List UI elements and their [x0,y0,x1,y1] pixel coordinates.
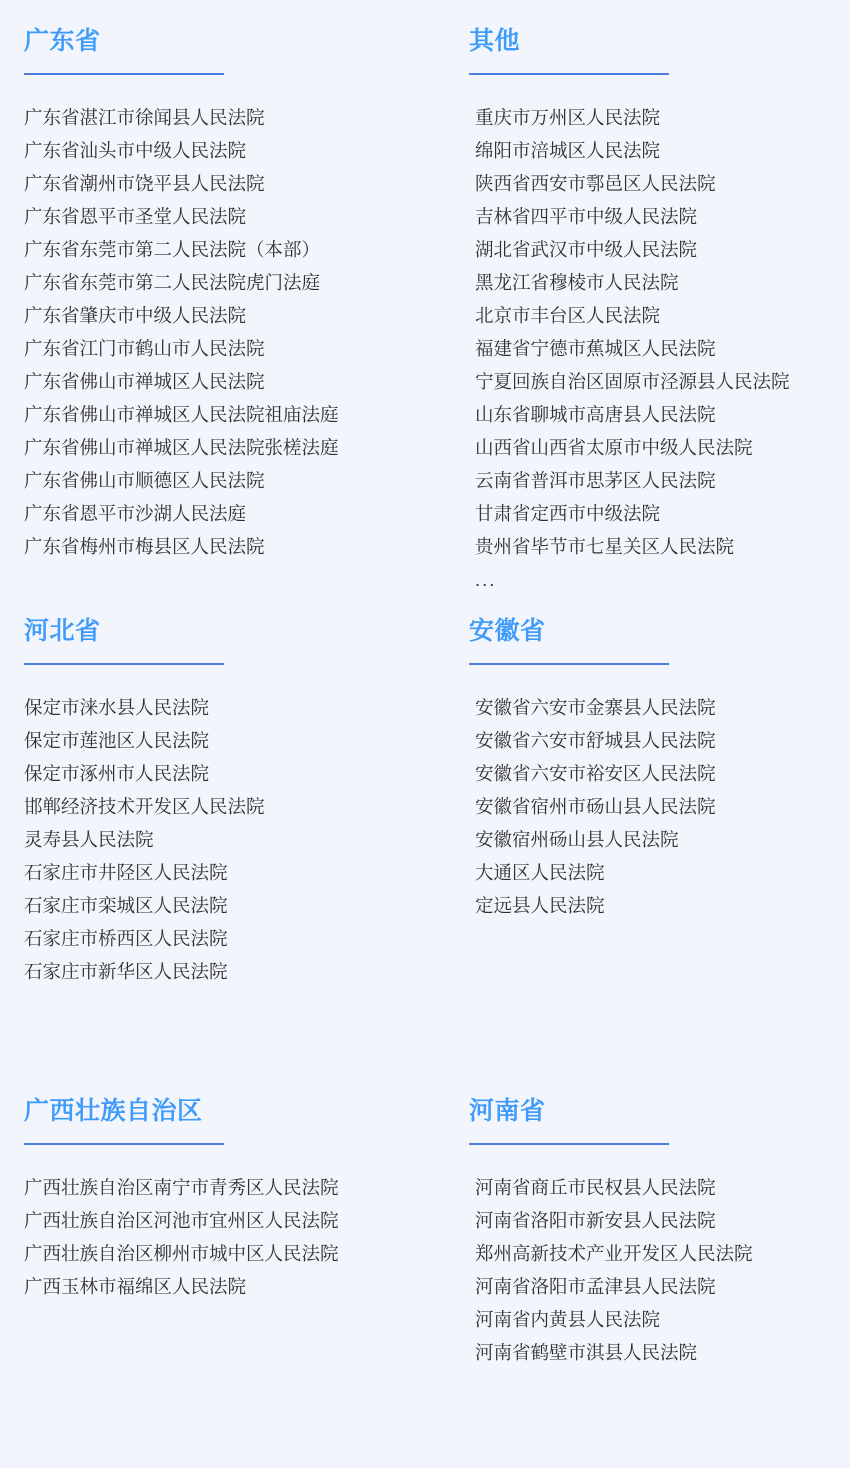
section-guangxi [24,1088,449,1418]
list-item[interactable]: 河南省鹤壁市淇县人民法院 [475,1342,698,1364]
list-item[interactable]: 黑龙江省穆棱市人民法院 [475,272,679,294]
list-item[interactable]: 石家庄市栾城区人民法院 [24,895,228,917]
list-item[interactable]: 福建省宁德市蕉城区人民法院 [475,338,716,360]
title-underline [24,73,224,75]
title-underline [469,1143,669,1145]
section-header [24,1088,449,1145]
section-anhui [449,608,850,1078]
list-item[interactable]: 湖北省武汉市中级人民法院 [475,239,698,261]
list-item[interactable]: 广东省佛山市禅城区人民法院祖庙法庭 [24,404,339,426]
court-list-other [449,101,850,596]
list-item[interactable]: 大通区人民法院 [475,862,605,884]
court-list-hebei [24,691,449,988]
section-title-hebei: 河北省 [24,617,101,645]
list-item[interactable]: 广东省潮州市饶平县人民法院 [24,173,265,195]
list-item[interactable]: 安徽省六安市金寨县人民法院 [475,697,716,719]
list-item[interactable]: 河南省商丘市民权县人民法院 [475,1177,716,1199]
list-item[interactable]: 云南省普洱市思茅区人民法院 [475,470,716,492]
list-item[interactable]: 安徽省宿州市砀山县人民法院 [475,796,716,818]
section-title-henan: 河南省 [469,1097,546,1125]
section-header [24,608,449,665]
list-item[interactable]: 河南省内黄县人民法院 [475,1309,661,1331]
list-item[interactable]: 保定市莲池区人民法院 [24,730,210,752]
list-item[interactable]: 石家庄市新华区人民法院 [24,961,228,983]
list-item[interactable]: 广西壮族自治区柳州市城中区人民法院 [24,1243,339,1265]
list-item[interactable]: 广东省佛山市禅城区人民法院 [24,371,265,393]
list-item[interactable]: 邯郸经济技术开发区人民法院 [24,796,265,818]
list-item-ellipsis: ... [475,569,497,591]
list-item[interactable]: 石家庄市井陉区人民法院 [24,862,228,884]
list-item[interactable]: 绵阳市涪城区人民法院 [475,140,661,162]
list-item[interactable]: 陕西省西安市鄠邑区人民法院 [475,173,716,195]
directory-grid [24,18,826,1428]
list-item[interactable]: 广东省佛山市顺德区人民法院 [24,470,265,492]
list-item[interactable]: 保定市涞水县人民法院 [24,697,210,719]
list-item[interactable]: 甘肃省定西市中级法院 [475,503,661,525]
section-other [449,18,850,598]
list-item[interactable]: 北京市丰台区人民法院 [475,305,661,327]
title-underline [469,73,669,75]
list-item[interactable]: 广西玉林市福绵区人民法院 [24,1276,247,1298]
list-item[interactable]: 广东省佛山市禅城区人民法院张槎法庭 [24,437,339,459]
list-item[interactable]: 山东省聊城市高唐县人民法院 [475,404,716,426]
list-item[interactable]: 广东省湛江市徐闻县人民法院 [24,107,265,129]
section-title-other: 其他 [469,27,521,55]
list-item[interactable]: 山西省山西省太原市中级人民法院 [475,437,753,459]
list-item[interactable]: 郑州高新技术产业开发区人民法院 [475,1243,753,1265]
section-header [24,18,449,75]
list-item[interactable]: 河南省洛阳市孟津县人民法院 [475,1276,716,1298]
list-item[interactable]: 广东省江门市鹤山市人民法院 [24,338,265,360]
court-list-guangxi [24,1171,449,1303]
title-underline [469,663,669,665]
list-item[interactable]: 广西壮族自治区南宁市青秀区人民法院 [24,1177,339,1199]
section-guangdong [24,18,449,598]
list-item[interactable]: 定远县人民法院 [475,895,605,917]
list-item[interactable]: 贵州省毕节市七星关区人民法院 [475,536,735,558]
list-item[interactable]: 广西壮族自治区河池市宜州区人民法院 [24,1210,339,1232]
list-item[interactable]: 广东省汕头市中级人民法院 [24,140,247,162]
list-item[interactable]: 广东省东莞市第二人民法院（本部） [24,239,321,261]
court-list-henan [449,1171,850,1369]
list-item[interactable]: 保定市涿州市人民法院 [24,763,210,785]
list-item[interactable]: 河南省洛阳市新安县人民法院 [475,1210,716,1232]
section-header [449,608,850,665]
court-list-anhui [449,691,850,922]
section-title-guangdong: 广东省 [24,27,101,55]
list-item[interactable]: 安徽省六安市舒城县人民法院 [475,730,716,752]
title-underline [24,663,224,665]
section-header [449,1088,850,1145]
list-item[interactable]: 广东省恩平市沙湖人民法庭 [24,503,247,525]
list-item[interactable]: 广东省梅州市梅县区人民法院 [24,536,265,558]
list-item[interactable]: 广东省东莞市第二人民法院虎门法庭 [24,272,321,294]
court-list-guangdong [24,101,449,563]
section-hebei [24,608,449,1078]
list-item[interactable]: 石家庄市桥西区人民法院 [24,928,228,950]
section-henan [449,1088,850,1418]
list-item[interactable]: 安徽宿州砀山县人民法院 [475,829,679,851]
list-item[interactable]: 安徽省六安市裕安区人民法院 [475,763,716,785]
section-header [449,18,850,75]
list-item[interactable]: 灵寿县人民法院 [24,829,154,851]
list-item[interactable]: 吉林省四平市中级人民法院 [475,206,698,228]
list-item[interactable]: 广东省肇庆市中级人民法院 [24,305,247,327]
section-title-guangxi: 广西壮族自治区 [24,1097,203,1125]
section-title-anhui: 安徽省 [469,617,546,645]
list-item[interactable]: 重庆市万州区人民法院 [475,107,661,129]
list-item[interactable]: 广东省恩平市圣堂人民法院 [24,206,247,228]
list-item[interactable]: 宁夏回族自治区固原市泾源县人民法院 [475,371,790,393]
title-underline [24,1143,224,1145]
